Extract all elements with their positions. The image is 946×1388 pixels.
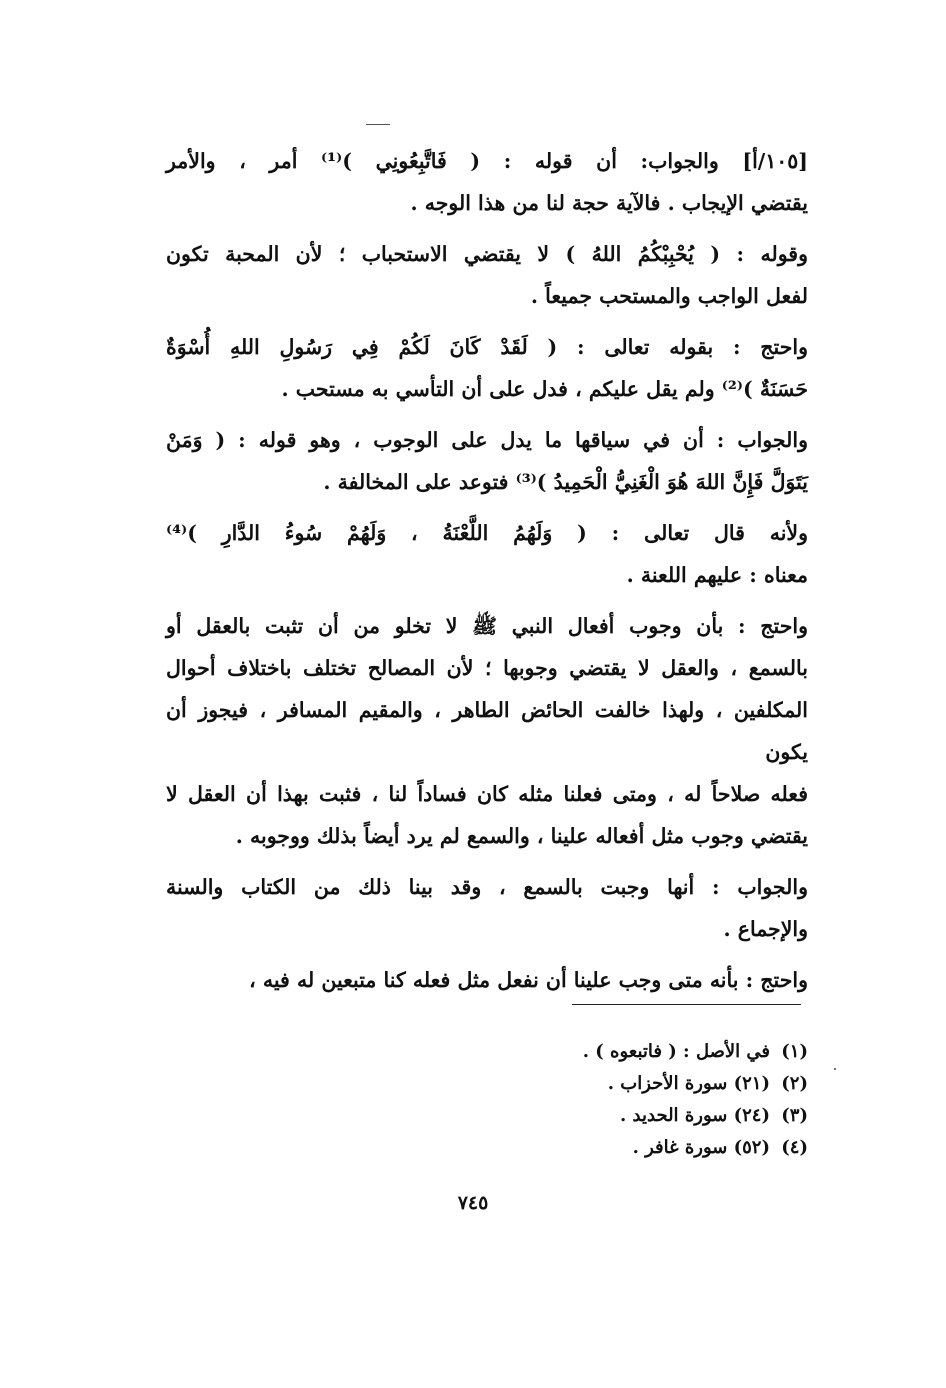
text-line: واحتج : بقوله تعالى : ( لَقَدْ كَانَ لَكُمْ فِي رَسُولِ اللهِ أُسْوَةٌ: [166, 335, 808, 359]
top-rule: [366, 124, 390, 125]
footnote: [408, 1132, 808, 1164]
footnote-text: (٢٤) سورة الحديد .: [620, 1105, 770, 1126]
paragraph: [166, 866, 808, 950]
text-line: والجواب : أن في سياقها ما يدل على الوجوب ، وهو قوله : ( وَمَنْ: [166, 428, 808, 452]
text-line: واحتج : بأنه متى وجب علينا أن نفعل مثل فعله كنا متبعين له فيه ،: [249, 968, 808, 992]
footnote-text: في الأصل : ( فاتبعوه ) .: [582, 1041, 770, 1062]
stray-mark: [834, 1068, 836, 1070]
main-text: [166, 140, 808, 1010]
paragraph: [166, 959, 808, 1001]
text-line: يَتَوَلَّ فَإِنَّ اللهَ هُوَ الْغَنِيُّ الْحَمِيدُ )⁽³⁾ فتوعد على المخالفة .: [323, 470, 808, 494]
paragraph: [166, 605, 808, 857]
text-line: معناه : عليهم اللعنة .: [626, 563, 808, 587]
footnote-text: (٢١) سورة الأحزاب .: [607, 1073, 770, 1094]
paragraph: [166, 326, 808, 410]
footnote-text: (٥٢) سورة غافر .: [632, 1137, 770, 1158]
footnote: [408, 1068, 808, 1100]
text-line: يقتضي الإيجاب . فالآية حجة لنا من هذا الوجه .: [410, 191, 808, 215]
text-line: بالسمع ، والعقل لا يقتضي وجوبها ؛ لأن المصالح تختلف باختلاف أحوال: [166, 656, 808, 680]
footnote-number: (٣): [781, 1105, 808, 1126]
text-line: [١٠٥/أ] والجواب: أن قوله : ( فَاتَّبِعُونِي )⁽¹⁾ أمر ، والأمر: [166, 149, 808, 173]
text-line: واحتج : بأن وجوب أفعال النبي ﷺ لا تخلو من أن تثبت بالعقل أو: [166, 614, 808, 638]
text-line: يقتضي وجوب مثل أفعاله علينا ، والسمع لم يرد أيضاً بذلك ووجوبه .: [235, 824, 808, 848]
footnote-separator: [572, 1004, 801, 1005]
footnote: [408, 1036, 808, 1068]
paragraph: [166, 419, 808, 503]
paragraph: [166, 233, 808, 317]
text-line: المكلفين ، ولهذا خالفت الحائض الطاهر ، والمقيم المسافر ، فيجوز أن يكون: [166, 698, 808, 764]
paragraph: [166, 140, 808, 224]
text-line: فعله صلاحاً له ، ومتى فعلنا مثله كان فساداً لنا ، فثبت بهذا أن العقل لا: [166, 782, 808, 806]
footnote-number: (١): [781, 1041, 808, 1062]
footnote-number: (٤): [781, 1137, 808, 1158]
text-line: حَسَنَةٌ )⁽²⁾ ولم يقل عليكم ، فدل على أن التأسي به مستحب .: [281, 377, 808, 401]
paragraph: [166, 512, 808, 596]
footnote: [408, 1100, 808, 1132]
text-line: وقوله : ( يُحْبِبْكُمُ اللهُ ) لا يقتضي الاستحباب ؛ لأن المحبة تكون: [166, 242, 808, 266]
text-line: والجواب : أنها وجبت بالسمع ، وقد بينا ذلك من الكتاب والسنة: [166, 875, 808, 899]
footnotes: [408, 1036, 808, 1164]
text-line: لفعل الواجب والمستحب جميعاً .: [530, 284, 808, 308]
footnote-number: (٢): [781, 1073, 808, 1094]
page-number: ٧٤٥: [457, 1192, 489, 1214]
text-line: ولأنه قال تعالى : ( وَلَهُمُ اللَّعْنَةُ ، وَلَهُمْ سُوءُ الدَّارِ )⁽⁴⁾: [166, 521, 808, 545]
text-line: والإجماع .: [723, 917, 808, 941]
